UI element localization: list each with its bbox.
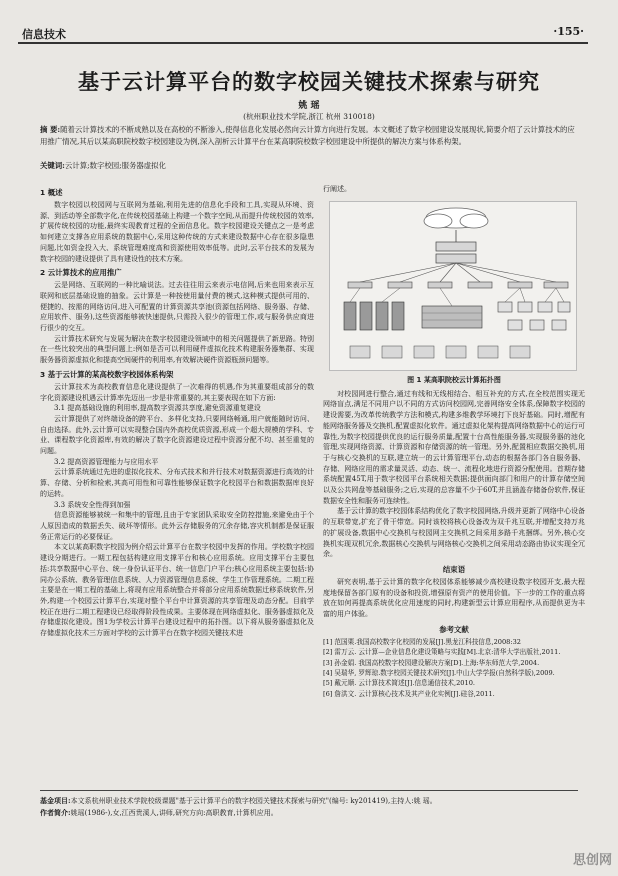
article-title: 基于云计算平台的数字校园关键技术探索与研究 — [78, 70, 540, 94]
figure-caption: 图 1 某高职院校云计算拓扑图 — [407, 375, 501, 384]
abstract-label: 摘 要: — [40, 125, 61, 134]
server-rack-icons — [344, 288, 404, 330]
section-3-paragraph: 云计算技术为高校教育信息化建设提供了一次难得的机遇,作为其重要组成部分的数字化资源建设机遇云计算率先迈出一步是非常重要的,其主要表现在如下方面: — [40, 382, 314, 402]
abstract-text: 随着云计算技术的不断成熟以及在高校的不断渗入,使得信息化发展必然向云计算方向进行发展。本文概述了数字校园建设发展现状,简要介绍了云计算技术的应用推广情况,其后以某高职院校数字校园建设为例,深入剖析云计算平台在某高职院校数字校园建设中所提供的解决方案与体系构架。 — [40, 125, 575, 146]
site-watermark: 思创网 — [572, 853, 612, 868]
running-header — [18, 22, 588, 44]
section-3-3-paragraph-1: 信息资源能够被统一和集中的管理,且由于专家团队采取安全防控措施,来避免由于个人原因造成的数据丢失、破坏等情形。此外云存储服务的冗余存储,容灾机制都是保证服务正常运行的必要保证。 — [40, 511, 314, 541]
author-note-text: 姚瑶(1986-),女,江西贵溪人,讲师,研究方向:高职教育,计算机应用。 — [70, 809, 278, 817]
section-3-2-paragraph: 云计算系统通过先进的虚拟化技术、分布式技术和并行技术对数据资源进行高效的计算、存储、分析和检索,其高可用性和可靠性能够保证数字化校园平台和数据数据库良好的运转。 — [40, 468, 314, 498]
storage-array-icon — [422, 288, 482, 328]
section-3-heading: 3 基于云计算的某高校数字校园体系构架 — [40, 369, 174, 379]
section-3-2-heading: 3.2 提高资源管理能力与应用水平 — [54, 457, 159, 466]
section-3-1-paragraph: 云计算提供了对终端设备的跨平台、多样化支持,只要网络畅通,用户就能随时访问、自由选择。此外,云计算可以实现整合国内外高校优质资源,形成一个超大规模的学科、专业、课程数字化资源库,有效的解决了数字化资源建设过程中资源分配不均、甚至重复的问题。 — [40, 414, 314, 456]
conclusion-paragraph: 研究表明,基于云计算的数字化校园体系能够减少高校建设数字校园开支,最大程度地保留各部门原有的设备和投资,增强原有资产的使用价值。下一步的工作的重点将放在如何再提高系统优化应用速度的同时,构建新型云计算应用程序,从而提供更为丰富的用户体验。 — [323, 577, 585, 619]
reference-item: [4] 吴瑞华, 罗辉琼.数字校园关键技术研究[J].中山大学学报(自然科学版),2009. — [323, 668, 555, 677]
section-3-3-paragraph-2: 本文以某高职数字校园为例介绍云计算平台在数字校园中发挥的作用。学校数字校园建设分期进行。一期工程包括构建应用支撑平台和核心应用系统。应用支撑平台主要包括:共享数据中心平台、统一身份认证平台、统一信息门户平台;核心应用系统主要包括:协同办公系统、教务管理信息系统、人力资源管理信息系统、学生工作管理系统。二期工程主要是在一期工程的基础上,将现有应用系统整合并将部分应用系统数据迁移系统软件,另外,构建一个校园云计算平台,实现对整个平台中计算资源的共享管理及动态分配。目前学校正在进行二期工程建设已经取得阶段性成果。主要体现在网络虚拟化、服务器虚拟化及存储虚拟化建设。图1为学校云计算平台建设过程中的拓扑图。以下将从服务器虚拟化及存储虚拟化技术三方面对学校的云计算平台在数字校园关键技术进 — [40, 543, 314, 638]
footnote — [40, 790, 578, 819]
reference-item: [2] 雷万云. 云计算—企业信息化建设策略与实践[M].北京:清华大学出版社,2011. — [323, 648, 561, 657]
distribution-switch-icons — [348, 282, 568, 288]
reference-item: [5] 戴元顺. 云计算技术简述[J].信息通信技术,2010. — [323, 679, 475, 688]
section-2-paragraph-2: 云计算技术研究与发展为解决在数字校园建设领域中的相关问题提供了新思路。特别在一些比较突出的典型问题上:例如是否可以利用硬件虚拟化技术构建服务器集群、实现服务器资源虚拟化和提高空间硬件的利用率,有效解决硬件资源瓶颈问题等。 — [40, 334, 314, 365]
section-1-paragraph: 数字校园以校园网与互联网为基础,利用先进的信息化手段和工具,实现从环境、资源、到活动等全部数字化,在传统校园基础上构建一个数字空间,从而提升传统校园的效率,扩展传统校园的功能,最终实现教育过程的全面信息化。数字校园建设关键点之一是考虑如何建立支撑各应用系统的数据中心,采用这种传统的方式来建设数据中心存在很多隐患问题,比如资金投入大、系统管理难度高和资源使用效率低等。此时,云平台技术的发展为数字校园的建设提供了具有建设性的技术方案。 — [40, 201, 314, 263]
fund-label: 基金项目: — [40, 796, 71, 805]
keywords-label: 关键词: — [40, 161, 65, 170]
author-affiliation: (杭州职业技术学院,浙江 杭州 310018) — [243, 112, 375, 121]
right-paragraph-2: 基于云计算的数字校园体系结构优化了数字校园网络,升级并更新了网络中心设备的互联带宽,扩充了骨干带宽。同时该校将核心设备改为双千兆互联,并增配支持万兆的扩展设备,数据中心交换机与校园网主交换机之间采用多路千兆捆绑。另外,核心交换机实现双机冗余,数据核心交换机与网络核心交换机之间采用动态路由协议实现全冗余。 — [323, 507, 585, 559]
section-1-heading: 1 概述 — [40, 188, 63, 197]
author-name: 姚 瑶 — [298, 101, 320, 111]
core-switch-icon — [436, 242, 476, 263]
access-links — [505, 288, 564, 302]
link-lines — [360, 263, 556, 282]
right-column — [323, 184, 585, 784]
conclusion-heading: 结束语 — [442, 564, 466, 574]
continuation-text: 行阐述。 — [323, 185, 351, 193]
cloud-icon — [424, 208, 488, 228]
references-heading: 参考文献 — [439, 624, 469, 634]
network-topology-diagram — [330, 202, 576, 370]
section-2-heading: 2 云计算技术的应用推广 — [40, 268, 122, 278]
reference-item: [6] 詹洪文. 云计算核心技术及其产业化实例[J].硅谷,2011. — [323, 689, 495, 698]
reference-item: [3] 孙金娟. 我国高校数字校园建设解决方案[D].上海:华东师范大学,2004. — [323, 658, 540, 667]
fund-note — [40, 795, 578, 807]
right-paragraph-1: 对校园网进行整合,通过有线和无线相结合、相互补充的方式,在全校范围实现无网络盲点,满足不同用户以不同的方式访问校园网,完善网络安全体系,保障数字校园的建设需要,为改革传统教学方法和模式,构建多维教学环境打下良好基础。同时,增配有能网络服务器及交换机,配置虚拟化软件。通过虚拟化架构提高网络数据中心的运行可靠性,为数字校园提供优良的运行服务质量,配置十台高性能服务器,实现服务器的池化管理,实现网络资源、计算资源和存储资源的统一管理。另外,配置相应数据交换机,用于与核心交换机的互联,建立统一的云计算管理平台,动态的根据各部门各自服务器、存储、网络应用的需求量灵活、动态、统一、流程化地进行资源分配使用。首期存储系统配置45T,用于数字校园平台系统相关数据;提供面向部门和用户的计算存储空间以及公共网盘等基础服务;之后,实现的总容量不少于60T,并且涵盖存储备份软件,保证数据安全性和服务可连续性。 — [323, 389, 585, 505]
section-3-3-heading: 3.3 系统安全性得到加强 — [54, 500, 131, 509]
topology-figure — [329, 201, 577, 371]
section-3-1-heading: 3.1 提高基础设施的利用率,提高数字资源共享度,避免资源重复建设 — [54, 404, 261, 413]
journal-name: 信息技术 — [22, 28, 66, 41]
keywords — [40, 160, 578, 171]
author-note — [40, 807, 578, 819]
left-column — [40, 184, 314, 784]
reference-item: [1] 范国栗.我国高校数字化校园的发展[J].黑龙江科技信息,2008:32 — [323, 637, 521, 646]
page-number: ·155· — [553, 25, 584, 38]
workstation-icons — [498, 302, 570, 330]
desktop-row-icons — [350, 346, 530, 358]
author-note-label: 作者简介: — [40, 808, 71, 817]
section-2-paragraph-1: 云是网络、互联网的一种比喻说法。过去往往用云来表示电信网,后来也用来表示互联网和底层基础设施的抽象。云计算是一种按使用量付费的模式,这种模式提供可用的、便捷的、按需的网络访问,进入可配置的计算资源共享池(资源包括网络、服务器、存储、应用软件、服务),这些资源能够被快速提供,只需投入很少的管理工作,或与服务供应商进行很少的交互。 — [40, 281, 314, 333]
abstract — [40, 124, 578, 148]
keywords-text: 云计算;数字校园;服务器虚拟化 — [64, 161, 166, 170]
fund-text: 本文系杭州职业技术学院校级课题"基于云计算平台的数字校园关键技术探索与研究"(编号: ky201419),主持人:姚 瑶。 — [70, 797, 437, 805]
